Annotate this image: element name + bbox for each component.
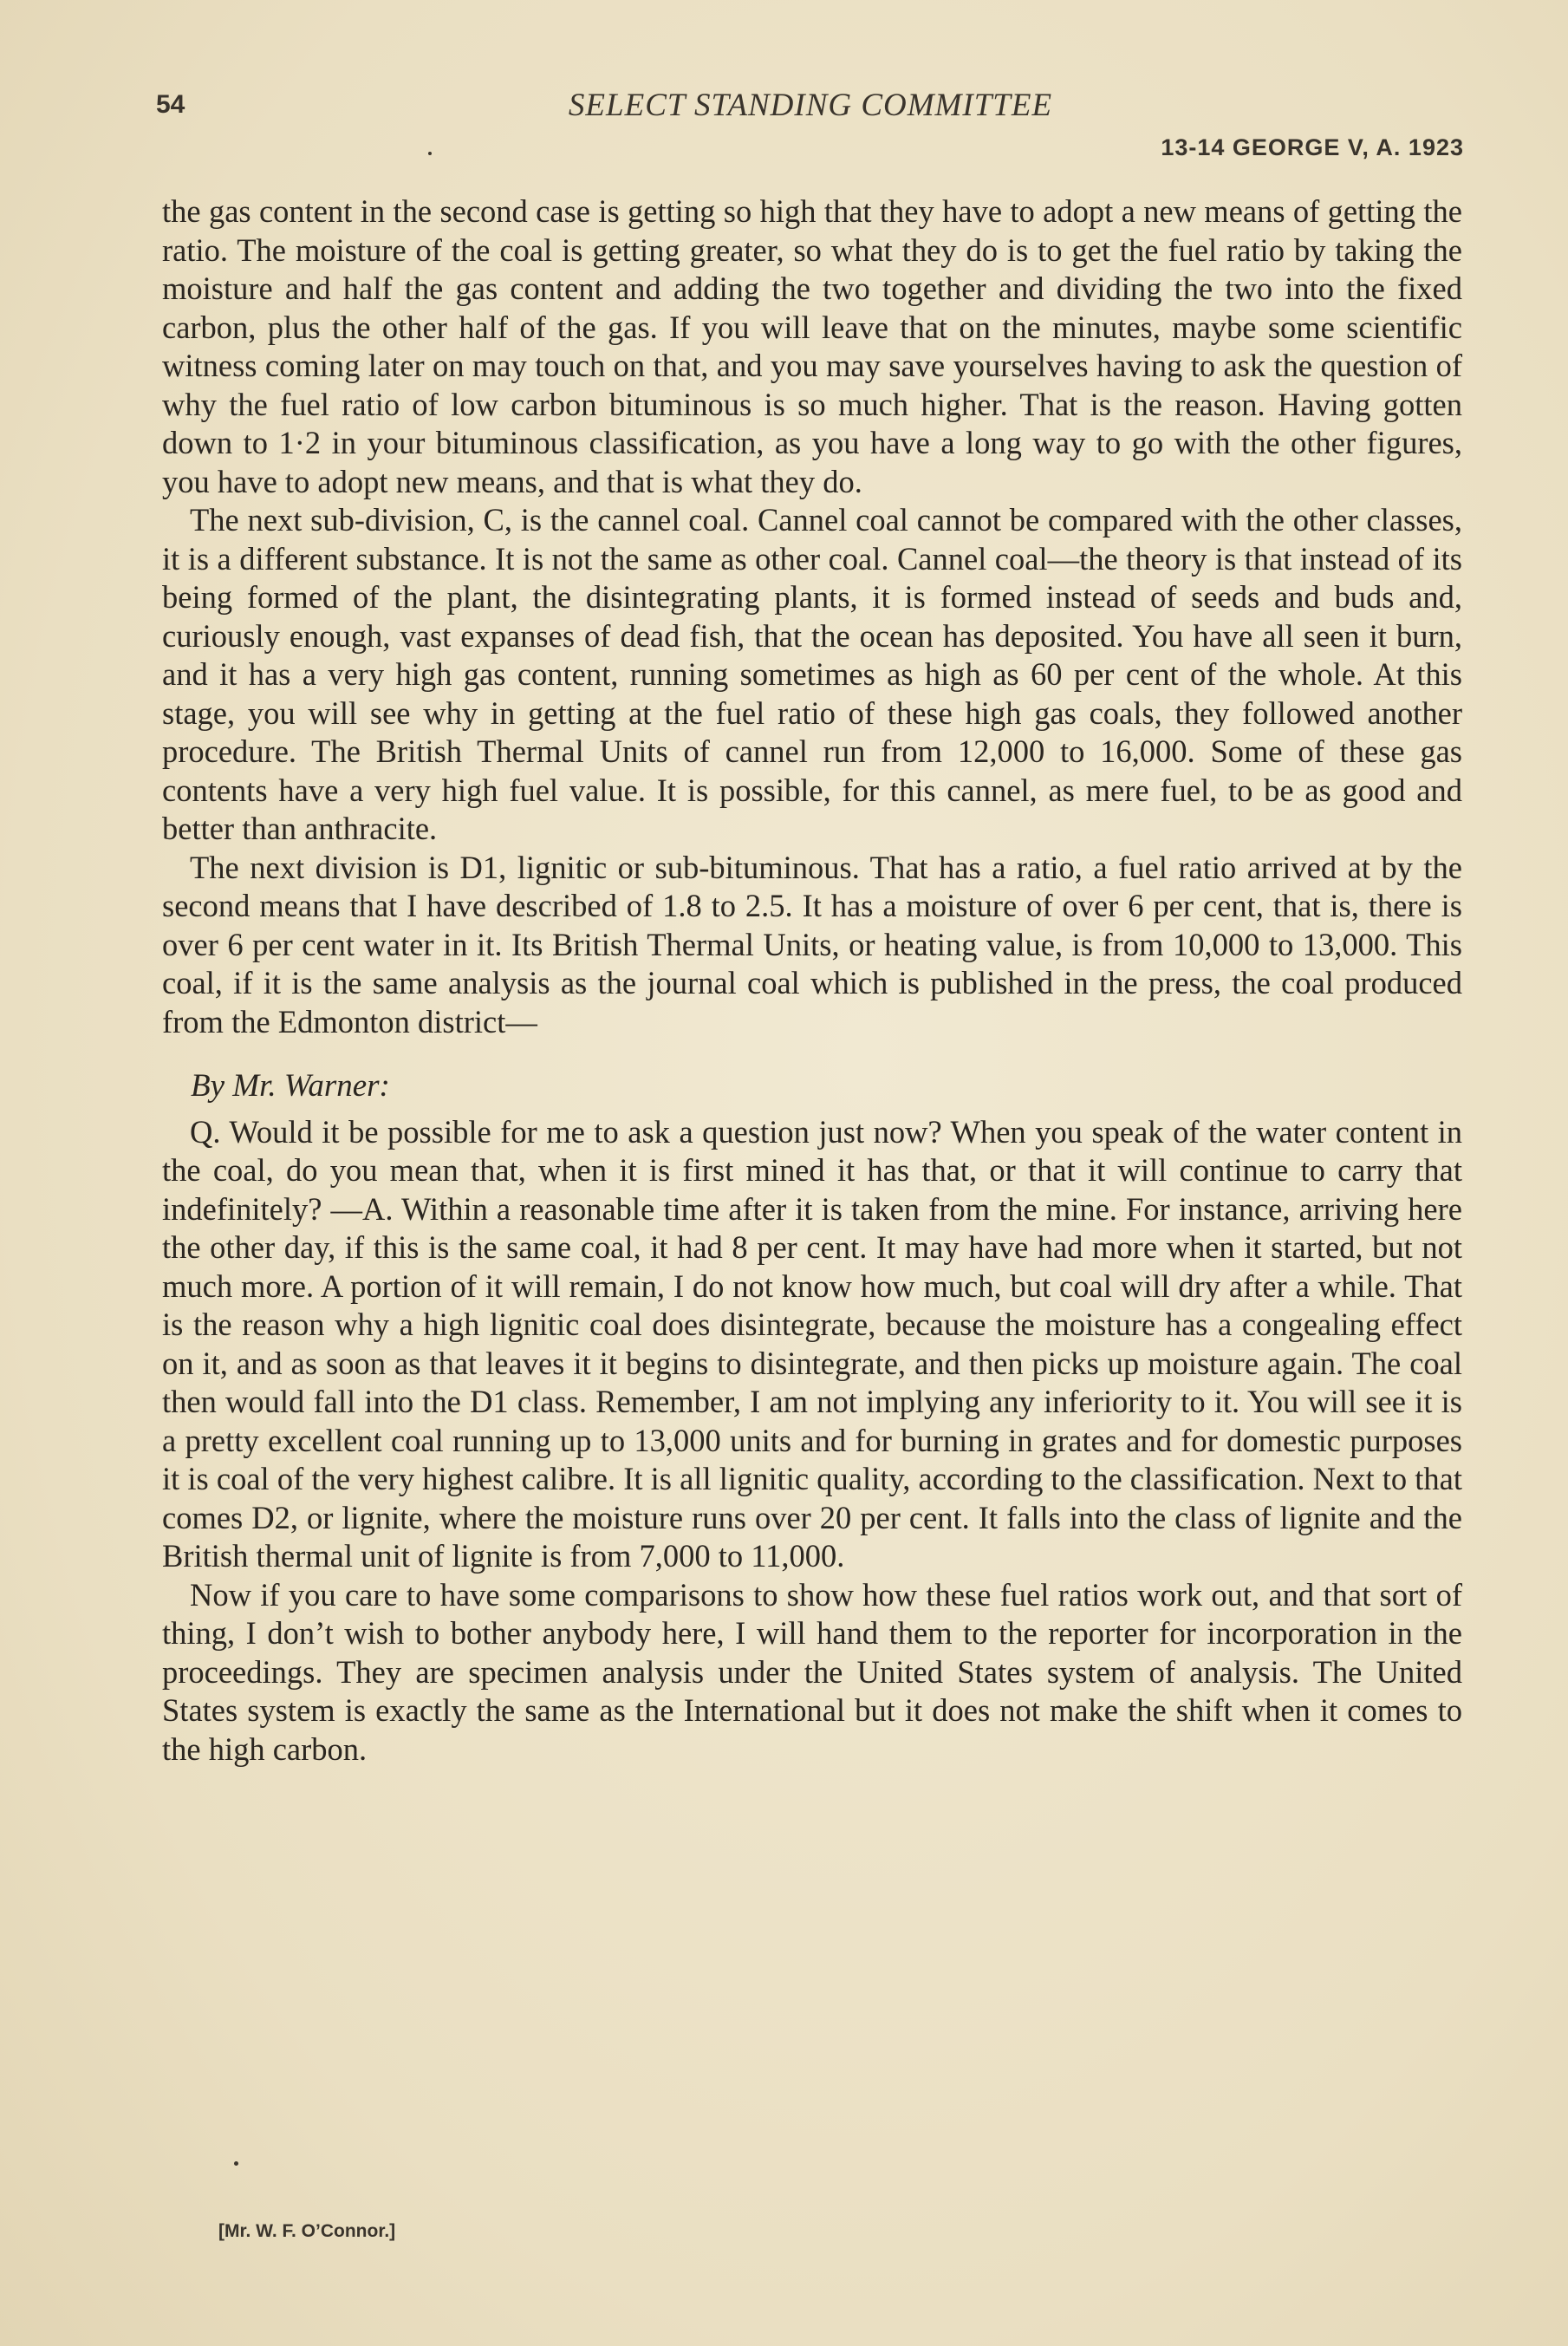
- page-header: [156, 87, 1465, 130]
- paragraph: the gas content in the second case is getting so high that they have to adopt a new means of getting the ratio. The moisture of the coal is getting greater, so what they do is to get the fuel ratio by taking the moisture and half the gas content and adding the two together and dividing the two into the fixed carbon, plus the other half of the gas. If you will leave that on the minutes, maybe some scientific witness coming later on may touch on that, and you may save yourselves having to ask the question of why the fuel ratio of low carbon bituminous is so much higher. That is the reason. Having gotten down to 1·2 in your bituminous classification, as you have a long way to go with the other figures, you have to adopt new means, and that is what they do.: [162, 193, 1462, 499]
- speaker-heading: By Mr. Warner:: [191, 1068, 390, 1104]
- paragraph: The next division is D1, lignitic or sub-bituminous. That has a ratio, a fuel ratio arrived at by the second means that I have described of 1.8 to 2.5. It has a moisture of over 6 per cent, that is, there is over 6 per cent water in it. Its British Thermal Units, or heating value, is from 10,000 to 13,000. This coal, if it is the same analysis as the journal coal which is published in the press, the coal produced from the Edmonton district—: [162, 849, 1462, 1039]
- footer-attribution: [Mr. W. F. O’Connor.]: [218, 2221, 396, 2241]
- ink-speck: [428, 152, 432, 155]
- page-number: 54: [156, 90, 185, 119]
- ink-speck: [234, 2161, 238, 2166]
- paragraph: Q. Would it be possible for me to ask a question just now? When you speak of the water content in the coal, do you mean that, when it is first mined it has that, or that it will continue to carry that indefinitely? —A. Within a reasonable time after it is taken from the mine. For instance, arriving here the other day, if this is the same coal, it had 8 per cent. It may have had more when it started, but not much more. A portion of it will remain, I do not know how much, but coal will dry after a while. That is the reason why a high lignitic coal does disintegrate, because the moisture has a congealing effect on it, and as soon as that leaves it it begins to disintegrate, and then picks up moisture again. The coal then would fall into the D1 class. Remember, I am not implying any inferiority to it. You will see it is a pretty excellent coal running up to 13,000 units and for burning in grates and for domestic purposes it is coal of the very highest calibre. It is all lignitic quality, according to the classification. Next to that comes D2, or lignite, where the moisture runs over 20 per cent. It falls into the class of lignite and the British thermal unit of lignite is from 7,000 to 11,000.: [162, 1113, 1462, 1574]
- paragraph: Now if you care to have some comparisons to show how these fuel ratios work out, and that sort of thing, I don’t wish to bother anybody here, I will hand them to the reporter for incorporation in the proceedings. They are specimen analysis under the United States system of analysis. The United States system is exactly the same as the International but it does not make the shift when it comes to the high carbon.: [162, 1576, 1462, 1767]
- session-label: 13-14 GEORGE V, A. 1923: [1161, 134, 1464, 160]
- paragraph: The next sub-division, C, is the cannel coal. Cannel coal cannot be compared with the other classes, it is a different substance. It is not the same as other coal. Cannel coal—the theory is that instead of its being formed of the plant, the disintegrating plants, it is formed instead of seeds and buds and, curiously enough, vast expanses of dead fish, that the ocean has deposited. You have all seen it burn, and it has a very high gas content, running sometimes as high as 60 per cent of the whole. At this stage, you will see why in getting at the fuel ratio of these high gas coals, they followed another procedure. The British Thermal Units of cannel run from 12,000 to 16,000. Some of these gas contents have a very high fuel value. It is possible, for this cannel, as mere fuel, to be as good and better than anthracite.: [162, 502, 1462, 846]
- running-title: SELECT STANDING COMMITTEE: [568, 88, 1053, 123]
- body-text: [162, 192, 1462, 1769]
